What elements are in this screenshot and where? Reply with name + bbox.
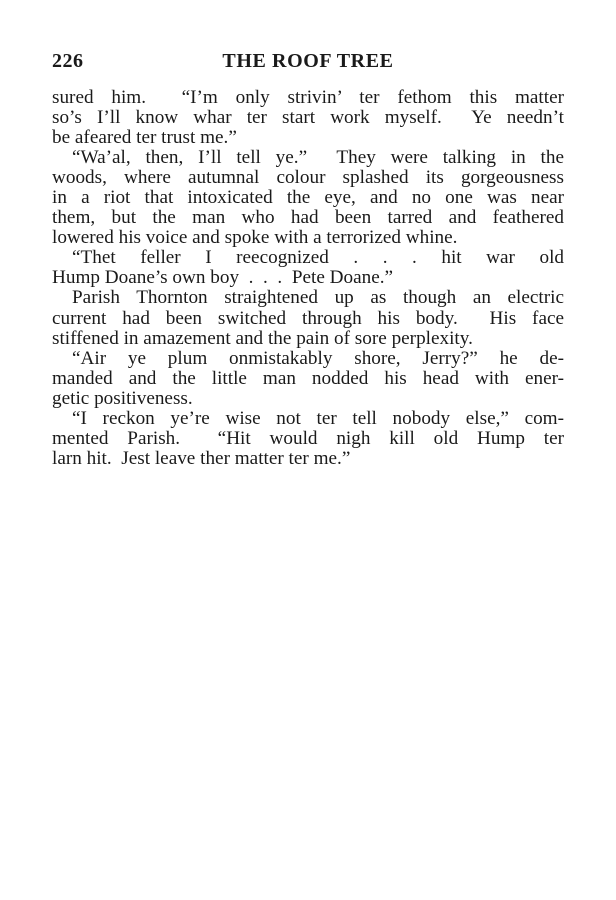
running-title: THE ROOF TREE: [222, 50, 394, 72]
text-line: “Thet feller I reecognized . . . hit war old: [72, 248, 564, 269]
page-header: [52, 50, 564, 78]
text-line: manded and the little man nodded his head with ener-: [52, 368, 564, 389]
text-line: stiffened in amazement and the pain of sore perplexity.: [52, 328, 473, 349]
text-line: so’s I’ll know whar ter start work myself. Ye needn’t: [52, 108, 564, 129]
text-line: Hump Doane’s own boy . . . Pete Doane.”: [52, 268, 394, 289]
text-line: be afeared ter trust me.”: [52, 128, 237, 149]
text-line: woods, where autumnal colour splashed its gorgeousness: [52, 168, 564, 189]
text-line: Parish Thornton straightened up as though an electric: [72, 288, 564, 309]
text-line: “I reckon ye’re wise not ter tell nobody else,” com-: [72, 408, 564, 429]
text-line: in a riot that intoxicated the eye, and no one was near: [52, 188, 564, 209]
text-line: current had been switched through his body. His face: [52, 308, 564, 329]
text-line: lowered his voice and spoke with a terrorized whine.: [52, 228, 458, 249]
text-line: sured him. “I’m only strivin’ ter fethom this matter: [52, 88, 564, 108]
body-text: [52, 88, 564, 469]
text-line: larn hit. Jest leave ther matter ter me.”: [52, 448, 351, 469]
page-number: 226: [52, 50, 84, 72]
text-line: “Wa’al, then, I’ll tell ye.” They were talking in the: [72, 148, 564, 169]
text-line: getic positiveness.: [52, 388, 193, 409]
text-line: “Air ye plum onmistakably shore, Jerry?” he de-: [72, 348, 564, 369]
text-line: mented Parish. “Hit would nigh kill old Hump ter: [52, 428, 564, 449]
text-line: them, but the man who had been tarred and feathered: [52, 208, 564, 229]
